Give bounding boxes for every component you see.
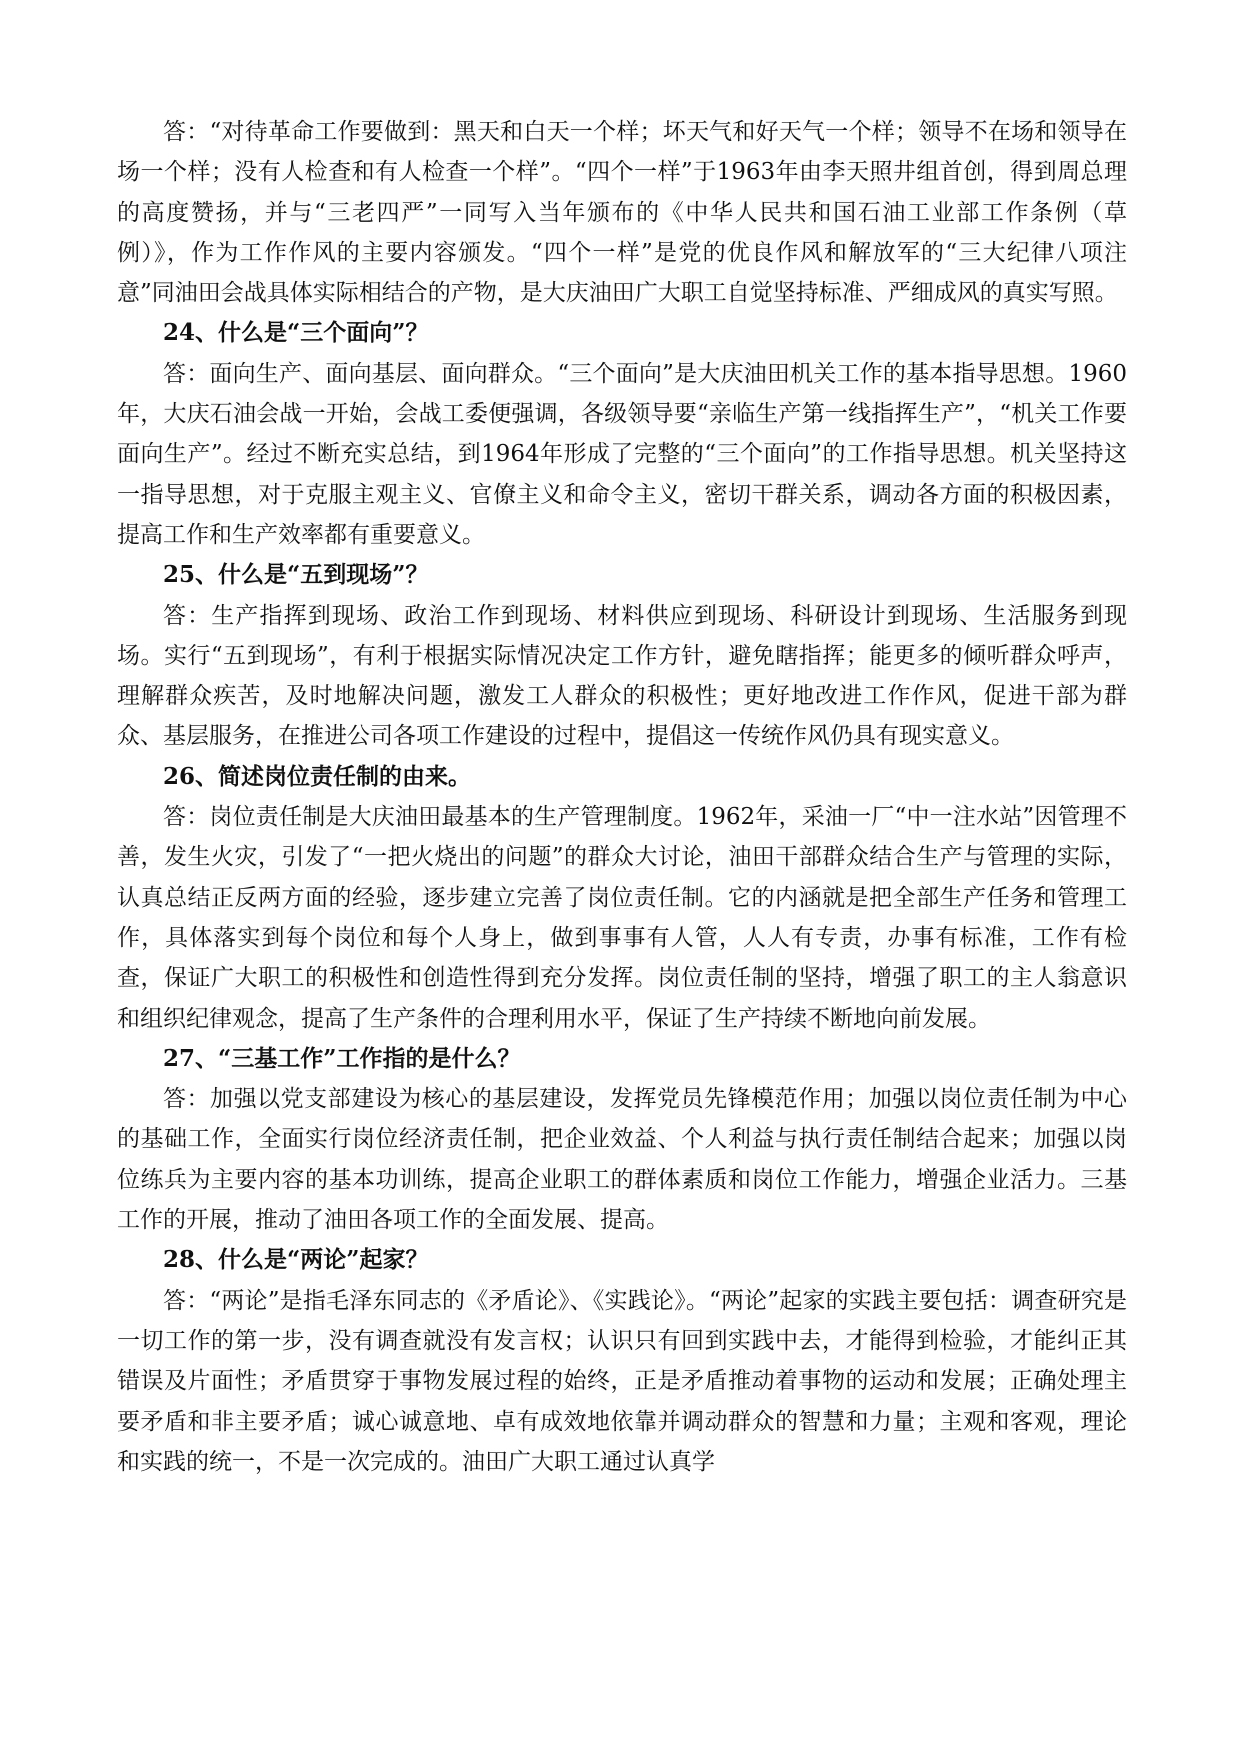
answer-paragraph-26: 答：岗位责任制是大庆油田最基本的生产管理制度。1962年，采油一厂“中一注水站”因管理不善，发生火灾，引发了“一把火烧出的问题”的群众大讨论，油田干部群众结合生产与管理的实际，认真总结正反两方面的经验，逐步建立完善了岗位责任制。它的内涵就是把全部生产任务和管理工作，具体落实到每个岗位和每个人身上，做到事事有人管，人人有专责，办事有标准，工作有检查，保证广大职工的积极性和创造性得到充分发挥。岗位责任制的坚持，增强了职工的主人翁意识和组织纪律观念，提高了生产条件的合理利用水平，保证了生产持续不断地向前发展。 xyxy=(117,804,1127,1032)
question-26-heading: 26、简述岗位责任制的由来。 xyxy=(163,762,472,790)
document-body xyxy=(117,112,1127,1482)
answer-paragraph-27: 答：加强以党支部建设为核心的基层建设，发挥党员先锋模范作用；加强以岗位责任制为中心的基础工作，全面实行岗位经济责任制，把企业效益、个人利益与执行责任制结合起来；加强以岗位练兵为主要内容的基本功训练，提高企业职工的群体素质和岗位工作能力，增强企业活力。三基工作的开展，推动了油田各项工作的全面发展、提高。 xyxy=(117,1086,1127,1234)
answer-paragraph-28: 答：“两论”是指毛泽东同志的《矛盾论》、《实践论》。“两论”起家的实践主要包括：调查研究是一切工作的第一步，没有调查就没有发言权；认识只有回到实践中去，才能得到检验，才能纠正其错误及片面性；矛盾贯穿于事物发展过程的始终，正是矛盾推动着事物的运动和发展；正确处理主要矛盾和非主要矛盾；诚心诚意地、卓有成效地依靠并调动群众的智慧和力量；主观和客观，理论和实践的统一，不是一次完成的。油田广大职工通过认真学 xyxy=(117,1287,1127,1475)
question-28-heading: 28、什么是“两论”起家？ xyxy=(163,1246,429,1274)
question-27-heading: 27、“三基工作”工作指的是什么？ xyxy=(163,1044,521,1072)
answer-paragraph-23: 答：“对待革命工作要做到：黑天和白天一个样；坏天气和好天气一个样；领导不在场和领导在场一个样；没有人检查和有人检查一个样”。“四个一样”于1963年由李天照井组首创，得到周总理的高度赞扬，并与“三老四严”一同写入当年颁布的《中华人民共和国石油工业部工作条例（草例）》，作为工作作风的主要内容颁发。“四个一样”是党的优良作风和解放军的“三大纪律八项注意”同油田会战具体实际相结合的产物，是大庆油田广大职工自觉坚持标准、严细成风的真实写照。 xyxy=(117,119,1127,307)
question-25-heading: 25、什么是“五到现场”？ xyxy=(163,561,429,589)
question-24-heading: 24、什么是“三个面向”？ xyxy=(163,319,429,347)
answer-paragraph-24: 答：面向生产、面向基层、面向群众。“三个面向”是大庆油田机关工作的基本指导思想。1960年，大庆石油会战一开始，会战工委便强调，各级领导要“亲临生产第一线指挥生产”，“机关工作要面向生产”。经过不断充实总结，到1964年形成了完整的“三个面向”的工作指导思想。机关坚持这一指导思想，对于克服主观主义、官僚主义和命令主义，密切干群关系，调动各方面的积极因素，提高工作和生产效率都有重要意义。 xyxy=(117,360,1127,548)
answer-paragraph-25: 答：生产指挥到现场、政治工作到现场、材料供应到现场、科研设计到现场、生活服务到现场。实行“五到现场”，有利于根据实际情况决定工作方针，避免瞎指挥；能更多的倾听群众呼声，理解群众疾苦，及时地解决问题，激发工人群众的积极性；更好地改进工作作风，促进干部为群众、基层服务，在推进公司各项工作建设的过程中，提倡这一传统作风仍具有现实意义。 xyxy=(117,602,1127,750)
